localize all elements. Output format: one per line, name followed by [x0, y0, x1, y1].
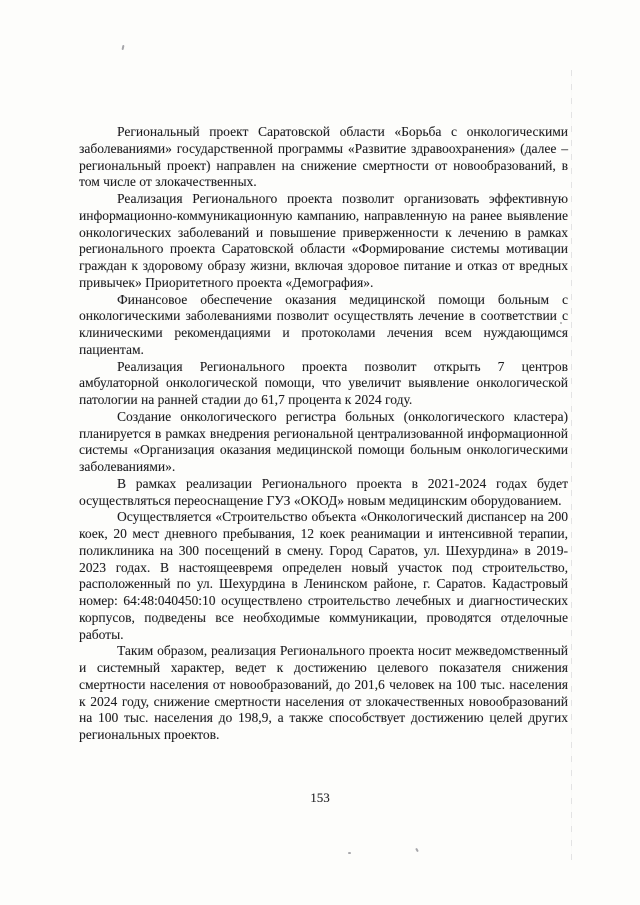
scan-artifact [560, 322, 562, 324]
scan-artifact [571, 70, 572, 860]
scan-artifact [415, 848, 419, 852]
page-number: 153 [310, 790, 330, 805]
paragraph: Региональный проект Саратовской области «Борьба с онкологическими заболеваниями» государственной программы «Развитие здравоохранения» (далее – региональный проект) направлен на снижение смертности от новообразований, в том числе от злокачественных. [79, 124, 568, 190]
document-body [79, 124, 568, 744]
paragraph: Реализация Регионального проекта позволит организовать эффективную информационно-коммуникационную кампанию, направленную на ранее выявление онкологических заболеваний и повышение приверженности к лечению в рамках регионального проекта Саратовской области «Формирование системы мотивации граждан к здоровому образу жизни, включая здоровое питание и отказ от вредных привычек» Приоритетного проекта «Демография». [79, 191, 568, 290]
paragraph: В рамках реализации Регионального проекта в 2021-2024 годах будет осуществляться переоснащение ГУЗ «ОКОД» новым медицинским оборудованием. [79, 475, 568, 508]
scan-artifact [122, 45, 125, 50]
paragraph: Осуществляется «Строительство объекта «Онкологический диспансер на 200 коек, 20 мест дневного пребывания, 12 коек реанимации и интенсивной терапии, поликлиника на 300 посещений в смену. Город Саратов, ул. Шехурдина» в 2019-2023 годах. В настоящеевремя определен новый участок под строительство, расположенный по ул. Шехурдина в Ленинском районе, г. Саратов. Кадастровый номер: 64:48:040450:10 осуществлено строительство лечебных и диагностических корпусов, подведены все необходимые коммуникации, проводятся отделочные работы. [79, 509, 568, 642]
paragraph: Финансовое обеспечение оказания медицинской помощи больным с онкологическими заболеваниями позволит осуществлять лечение в соответствии с клиническими рекомендациями и протоколами лечения всем нуждающимся пациентам. [79, 291, 568, 357]
paragraph: Создание онкологического регистра больных (онкологического кластера) планируется в рамках внедрения региональной централизованной информационной системы «Организация оказания медицинской помощи больным онкологическими заболеваниями». [79, 408, 568, 474]
scan-artifact [348, 852, 351, 854]
paragraph: Реализация Регионального проекта позволит открыть 7 центров амбулаторной онкологической помощи, что увеличит выявление онкологической патологии на ранней стадии до 61,7 процента к 2024 году. [79, 358, 568, 407]
paragraph: Таким образом, реализация Регионального проекта носит межведомственный и системный характер, ведет к достижению целевого показателя снижения смертности населения от новообразований, до 201,6 человек на 100 тыс. населения к 2024 году, снижение смертности населения от злокачественных новообразований на 100 тыс. населения до 198,9, а также способствует достижению целей других региональных проектов. [79, 643, 568, 742]
